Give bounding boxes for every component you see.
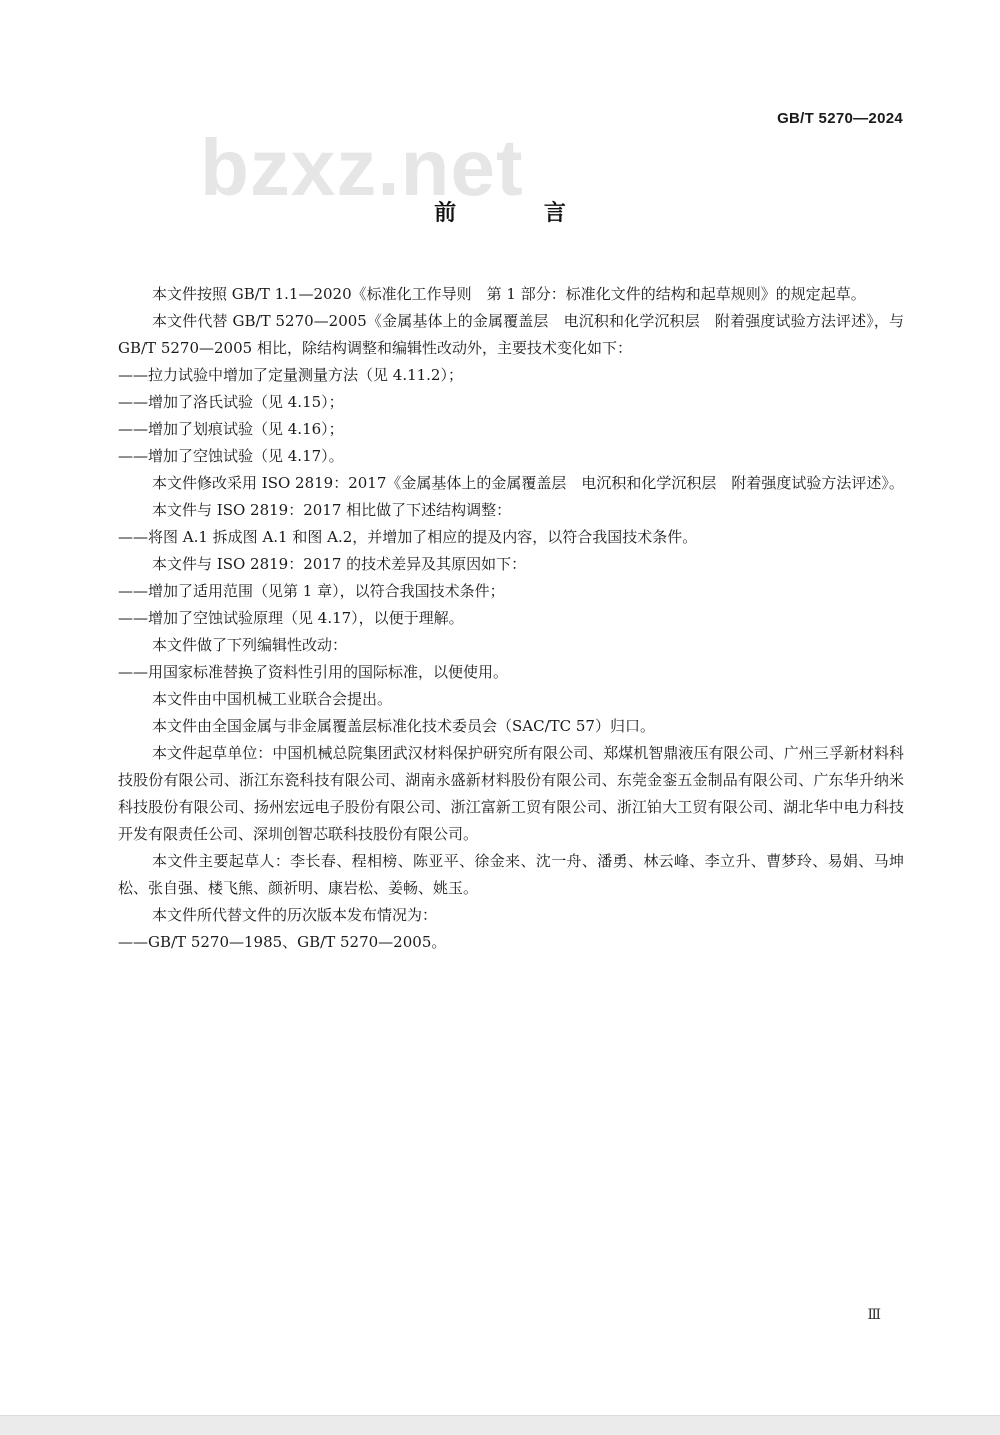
paragraph: 本文件修改采用 ISO 2819：2017《金属基体上的金属覆盖层 电沉积和化学沉积层 附着强度试验方法评述》。 <box>152 474 904 492</box>
paragraph: 本文件由中国机械工业联合会提出。 <box>152 690 393 708</box>
list-item: ——拉力试验中增加了定量测量方法（见 4.11.2）； <box>118 366 463 384</box>
paragraph: 本文件与 ISO 2819：2017 相比做了下述结构调整： <box>152 501 512 519</box>
list-item: ——增加了划痕试验（见 4.16）； <box>118 420 344 438</box>
list-item: ——增加了空蚀试验原理（见 4.17），以便于理解。 <box>118 609 464 627</box>
list-item: ——增加了洛氏试验（见 4.15）； <box>118 393 344 411</box>
standard-number: GB/T 5270—2024 <box>777 110 903 127</box>
paragraph: 本文件与 ISO 2819：2017 的技术差异及其原因如下： <box>152 555 527 573</box>
watermark: bzxz.net <box>200 123 524 212</box>
page-title: 前 言 <box>434 201 606 226</box>
list-item: ——GB/T 5270—1985、GB/T 5270—2005。 <box>118 933 447 951</box>
foreword-body <box>118 281 904 956</box>
list-item: ——用国家标准替换了资料性引用的国际标准，以便使用。 <box>118 663 509 681</box>
page-number: Ⅲ <box>867 1307 881 1323</box>
paragraph: 本文件由全国金属与非金属覆盖层标准化技术委员会（SAC/TC 57）归口。 <box>152 717 655 735</box>
list-item: ——将图 A.1 拆成图 A.1 和图 A.2，并增加了相应的提及内容，以符合我国技术条件。 <box>118 528 698 546</box>
list-item: ——增加了适用范围（见第 1 章），以符合我国技术条件； <box>118 582 505 600</box>
paragraph: 本文件做了下列编辑性改动： <box>152 636 348 654</box>
paragraph: 本文件起草单位：中国机械总院集团武汉材料保护研究所有限公司、郑煤机智鼎液压有限公司、广州三孚新材料科技股份有限公司、浙江东瓷科技有限公司、湖南永盛新材料股份有限公司、东莞金銮五金制品有限公司、广东华升纳米科技股份有限公司、扬州宏远电子股份有限公司、浙江富新工贸有限公司、浙江铂大工贸有限公司、湖北华中电力科技开发有限责任公司、深圳创智芯联科技股份有限公司。 <box>118 744 904 843</box>
paragraph: 本文件代替 GB/T 5270—2005《金属基体上的金属覆盖层 电沉积和化学沉积层 附着强度试验方法评述》，与 GB/T 5270—2005 相比，除结构调整和编辑性改动外，主要技术变化如下： <box>118 312 904 357</box>
paragraph: 本文件按照 GB/T 1.1—2020《标准化工作导则 第 1 部分：标准化文件的结构和起草规则》的规定起草。 <box>152 285 866 303</box>
paragraph: 本文件所代替文件的历次版本发布情况为： <box>152 906 438 924</box>
list-item: ——增加了空蚀试验（见 4.17）。 <box>118 447 344 465</box>
viewer-bottom-bar <box>0 1415 1000 1435</box>
paragraph: 本文件主要起草人：李长春、程相榜、陈亚平、徐金来、沈一舟、潘勇、林云峰、李立升、曹梦玲、易娟、马坤松、张自强、楼飞熊、颜祈明、康岩松、姜畅、姚玉。 <box>118 852 904 897</box>
